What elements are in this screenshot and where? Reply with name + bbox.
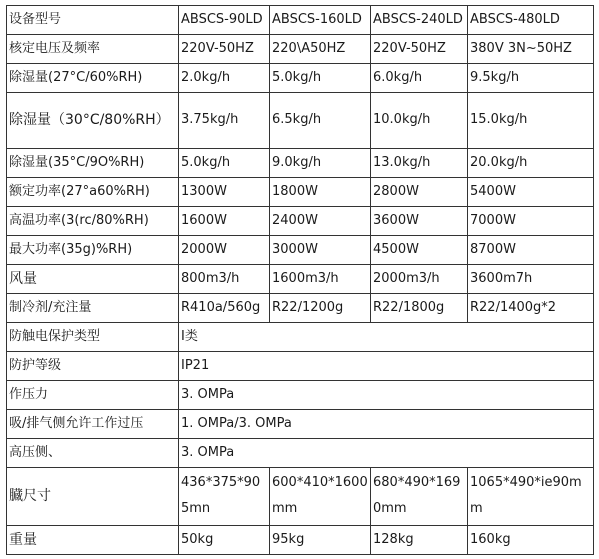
row-value: 1300W bbox=[179, 177, 270, 206]
row-value: 2800W bbox=[371, 177, 468, 206]
row-value: 2.0kg/h bbox=[179, 64, 270, 93]
row-label: 高压侧、 bbox=[7, 438, 179, 467]
dimensions-row bbox=[7, 467, 594, 525]
row-value: 2400W bbox=[270, 206, 371, 235]
merged-value: 3. OMPa bbox=[179, 380, 594, 409]
row-label: 制冷剂/充注量 bbox=[7, 293, 179, 322]
merged-row bbox=[7, 409, 594, 438]
row-value: 3000W bbox=[270, 235, 371, 264]
merged-value: 3. OMPa bbox=[179, 438, 594, 467]
row-label: 最大功率(35g)%RH) bbox=[7, 235, 179, 264]
row-value: 220V-50HZ bbox=[371, 35, 468, 64]
dimension-value: 680*490*1690mm bbox=[371, 467, 468, 525]
row-value: 3.75kg/h bbox=[179, 93, 270, 149]
row-label: 除湿量（30°C/80%RH） bbox=[7, 93, 179, 149]
table-row bbox=[7, 293, 594, 322]
weight-value: 160kg bbox=[468, 525, 594, 554]
merged-row bbox=[7, 380, 594, 409]
row-value: 7000W bbox=[468, 206, 594, 235]
model-cell: ABSCS-160LD bbox=[270, 6, 371, 35]
row-value: 220V-50HZ bbox=[179, 35, 270, 64]
table-row bbox=[7, 35, 594, 64]
table-row bbox=[7, 64, 594, 93]
row-value: 9.5kg/h bbox=[468, 64, 594, 93]
table-row bbox=[7, 93, 594, 149]
table-row bbox=[7, 177, 594, 206]
row-value: 13.0kg/h bbox=[371, 148, 468, 177]
row-value: 1800W bbox=[270, 177, 371, 206]
model-cell: ABSCS-90LD bbox=[179, 6, 270, 35]
model-cell: ABSCS-240LD bbox=[371, 6, 468, 35]
row-value: 1600W bbox=[179, 206, 270, 235]
row-value: 6.5kg/h bbox=[270, 93, 371, 149]
weight-value: 50kg bbox=[179, 525, 270, 554]
row-value: 20.0kg/h bbox=[468, 148, 594, 177]
row-value: 220\A50HZ bbox=[270, 35, 371, 64]
row-label: 除湿量(27°C/60%RH) bbox=[7, 64, 179, 93]
dimension-value: 600*410*1600mm bbox=[270, 467, 371, 525]
dimension-value: 1065*490*ie90mm bbox=[468, 467, 594, 525]
table-row bbox=[7, 206, 594, 235]
header-row bbox=[7, 6, 594, 35]
row-value: 5400W bbox=[468, 177, 594, 206]
row-label: 作压力 bbox=[7, 380, 179, 409]
row-label: 额定功率(27°a60%RH) bbox=[7, 177, 179, 206]
row-value: 5.0kg/h bbox=[270, 64, 371, 93]
row-value: R22/1200g bbox=[270, 293, 371, 322]
weight-row bbox=[7, 525, 594, 554]
row-label: 臓尺寸 bbox=[7, 467, 179, 525]
weight-value: 95kg bbox=[270, 525, 371, 554]
merged-row bbox=[7, 322, 594, 351]
row-label: 高温功率(3(rc/80%RH) bbox=[7, 206, 179, 235]
row-value: 4500W bbox=[371, 235, 468, 264]
row-value: 2000W bbox=[179, 235, 270, 264]
table-row bbox=[7, 148, 594, 177]
merged-value: 1. OMPa/3. OMPa bbox=[179, 409, 594, 438]
dimension-value: 436*375*905mn bbox=[179, 467, 270, 525]
model-cell: ABSCS-480LD bbox=[468, 6, 594, 35]
row-value: 8700W bbox=[468, 235, 594, 264]
table-row bbox=[7, 235, 594, 264]
row-value: R410a/560g bbox=[179, 293, 270, 322]
row-value: 10.0kg/h bbox=[371, 93, 468, 149]
row-value: 2000m3/h bbox=[371, 264, 468, 293]
row-label: 重量 bbox=[7, 525, 179, 554]
merged-row bbox=[7, 351, 594, 380]
row-value: 3600m7h bbox=[468, 264, 594, 293]
row-label: 核定电压及频率 bbox=[7, 35, 179, 64]
row-value: 9.0kg/h bbox=[270, 148, 371, 177]
row-value: 800m3/h bbox=[179, 264, 270, 293]
row-value: 15.0kg/h bbox=[468, 93, 594, 149]
row-label: 吸/排气侧允许工作过压 bbox=[7, 409, 179, 438]
row-value: 380V 3N~50HZ bbox=[468, 35, 594, 64]
row-label: 风量 bbox=[7, 264, 179, 293]
row-label: 除湿量(35°C/9O%RH) bbox=[7, 148, 179, 177]
row-value: R22/1400g*2 bbox=[468, 293, 594, 322]
merged-value: IP21 bbox=[179, 351, 594, 380]
row-value: R22/1800g bbox=[371, 293, 468, 322]
spec-table bbox=[6, 5, 594, 555]
row-value: 5.0kg/h bbox=[179, 148, 270, 177]
row-value: 3600W bbox=[371, 206, 468, 235]
table-row bbox=[7, 264, 594, 293]
row-label: 防触电保护类型 bbox=[7, 322, 179, 351]
row-label: 防护等级 bbox=[7, 351, 179, 380]
row-value: 6.0kg/h bbox=[371, 64, 468, 93]
weight-value: 128kg bbox=[371, 525, 468, 554]
row-value: 1600m3/h bbox=[270, 264, 371, 293]
header-label: 设备型号 bbox=[7, 6, 179, 35]
merged-row bbox=[7, 438, 594, 467]
merged-value: I类 bbox=[179, 322, 594, 351]
